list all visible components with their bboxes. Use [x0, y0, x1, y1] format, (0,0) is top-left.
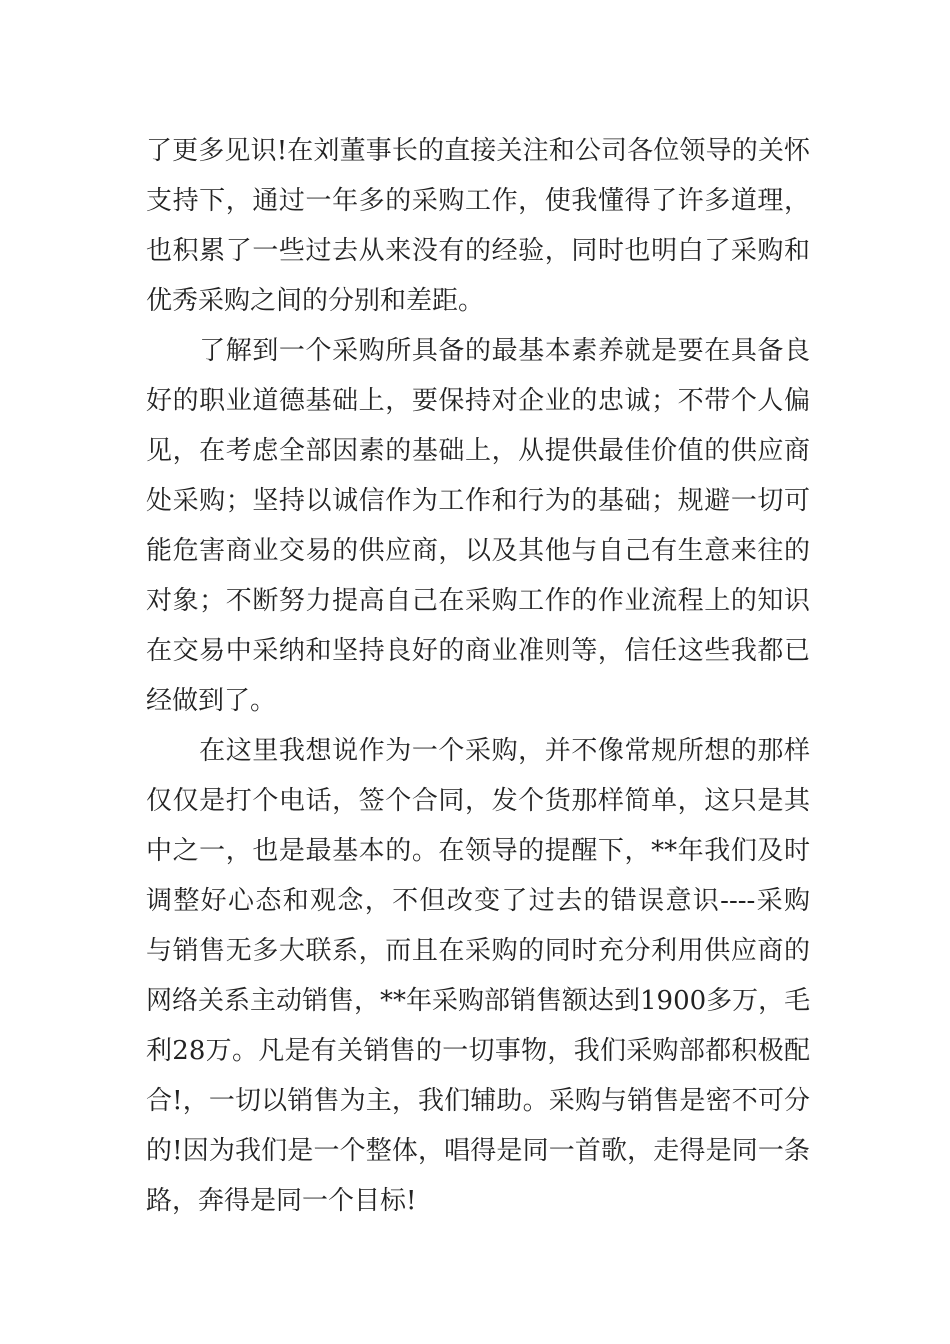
text-line: 处采购；坚持以诚信作为工作和行为的基础；规避一切可 — [146, 486, 810, 516]
text-line: 路，奔得是同一个目标! — [146, 1186, 417, 1216]
paragraph-2 — [146, 326, 810, 726]
text-line: 了更多见识!在刘董事长的直接关注和公司各位领导的关怀 — [146, 136, 810, 166]
document-body — [146, 126, 810, 1226]
text-line: 了解到一个采购所具备的最基本素养就是要在具备良 — [146, 336, 810, 366]
text-line: 见，在考虑全部因素的基础上，从提供最佳价值的供应商 — [146, 436, 810, 466]
text-line: 与销售无多大联系，而且在采购的同时充分利用供应商的 — [146, 936, 810, 966]
text-line: 中之一，也是最基本的。在领导的提醒下，**年我们及时 — [146, 836, 810, 866]
text-line: 在这里我想说作为一个采购，并不像常规所想的那样 — [146, 736, 810, 766]
text-line: 好的职业道德基础上，要保持对企业的忠诚；不带个人偏 — [146, 386, 810, 416]
text-line: 的!因为我们是一个整体，唱得是同一首歌，走得是同一条 — [146, 1136, 810, 1166]
text-line: 仅仅是打个电话，签个合同，发个货那样简单，这只是其 — [146, 786, 810, 816]
text-line: 经做到了。 — [146, 686, 277, 716]
text-line: 对象；不断努力提高自己在采购工作的作业流程上的知识 — [146, 586, 810, 616]
text-line: 也积累了一些过去从来没有的经验，同时也明白了采购和 — [146, 236, 810, 266]
text-line: 网络关系主动销售，**年采购部销售额达到1900多万，毛 — [146, 986, 811, 1016]
text-line: 优秀采购之间的分别和差距。 — [146, 286, 485, 316]
text-line: 合!，一切以销售为主，我们辅助。采购与销售是密不可分 — [146, 1086, 810, 1116]
text-line: 支持下，通过一年多的采购工作，使我懂得了许多道理， — [146, 186, 810, 216]
text-line: 能危害商业交易的供应商，以及其他与自己有生意来往的 — [146, 536, 810, 566]
paragraph-3 — [146, 726, 810, 1226]
text-line: 调整好心态和观念，不但改变了过去的错误意识----采购 — [146, 886, 810, 916]
text-line: 利28万。凡是有关销售的一切事物，我们采购部都积极配 — [146, 1036, 810, 1066]
paragraph-1 — [146, 126, 810, 326]
text-line: 在交易中采纳和坚持良好的商业准则等，信任这些我都已 — [146, 636, 810, 666]
